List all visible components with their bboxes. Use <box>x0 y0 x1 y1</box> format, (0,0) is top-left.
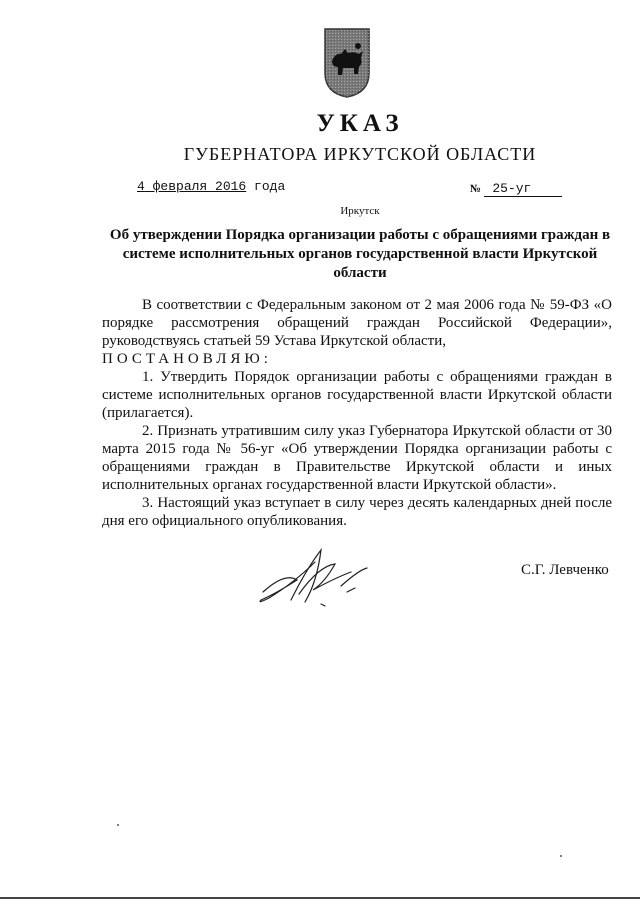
paragraph-item-3: 3. Настоящий указ вступает в силу через десять календарных дней после дня его официального опубликования. <box>102 495 612 529</box>
document-body <box>102 296 612 530</box>
document-heading: Об утверждении Порядка организации работы с обращениями граждан в системе исполнительных органов государственной власти Иркутской области <box>109 227 611 281</box>
document-date <box>137 179 285 194</box>
document-number <box>470 180 562 197</box>
signer-name: С.Г. Левченко <box>521 562 609 578</box>
date-day: 4 <box>137 179 145 194</box>
document-issuer: ГУБЕРНАТОРА ИРКУТСКОЙ ОБЛАСТИ <box>183 144 537 164</box>
paragraph-preamble: В соответствии с Федеральным законом от 2 мая 2006 года № 59-ФЗ «О порядке рассмотрения обращений граждан Российской Федерации», руководствуясь статьей 59 Устава Иркутской области, <box>102 297 612 349</box>
coat-of-arms-emblem <box>323 27 371 99</box>
scan-speck <box>560 855 562 857</box>
paragraph-item-2: 2. Признать утратившим силу указ Губернатора Иркутской области от 30 марта 2015 года № 56-уг «Об утверждении Порядка организации работы с обращениями граждан в Правительстве Иркутской области и иных исполнительных органах государственной власти Иркутской области». <box>102 423 612 493</box>
date-month-year: февраля 2016 <box>144 179 247 194</box>
paragraph-decree: ПОСТАНОВЛЯЮ: <box>102 351 272 367</box>
number-sign: № <box>470 183 482 195</box>
paragraph-item-1: 1. Утвердить Порядок организации работы с обращениями граждан в системе исполнительных органов государственной власти Иркутской области (прилагается). <box>102 369 612 421</box>
scan-speck <box>117 824 119 826</box>
document-title: УКАЗ <box>316 110 404 137</box>
page-bottom-edge <box>0 897 640 899</box>
number-value: 25-уг <box>484 181 562 197</box>
date-suffix: года <box>246 179 286 194</box>
handwritten-signature <box>255 542 385 612</box>
document-city: Иркутск <box>340 205 380 217</box>
